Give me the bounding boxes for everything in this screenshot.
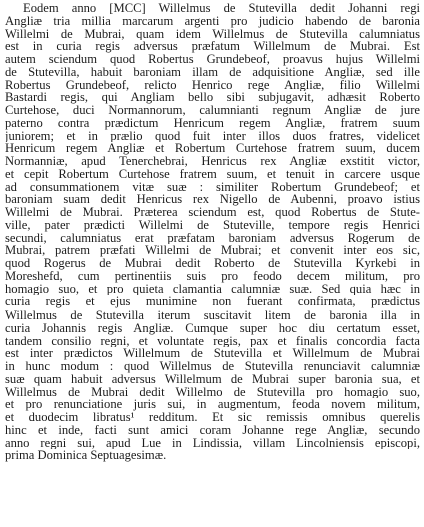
text-line: ville, pater prædicti Willelmi de Stuteville, tempore regis Henrici — [5, 218, 420, 232]
text-line: Mubrai, patrem præfati Willelmi de Mubrai; et convenit inter eos sic, — [5, 244, 420, 257]
text-line: secundi, calumniatus erat præfatam baroniam adversus Rogerum de — [5, 231, 420, 245]
text-line: de Stutevilla, habuit baroniam illam de adquisitione Angliæ, sed ille — [5, 65, 420, 79]
text-line: Angliæ tria millia marcarum argenti pro judicio habendo de baronia — [5, 14, 420, 28]
text-line: curia Johannis regis Angliæ. Cumque super hoc diu certatum esset, — [5, 321, 420, 335]
text-line: est in curia regis adversus præfatum Willelmum de Mubrai. Est — [5, 40, 420, 53]
text-line: autem sciendum quod Robertus Grundebeof, proavus hujus Willelmi — [5, 53, 420, 66]
text-line: Willelmi de Mubrai, quam idem Willelmus de Stutevilla calumniatus — [5, 27, 420, 41]
text-line: Normanniæ, apud Tenerchebrai, Henricus rex Angliæ exstitit victor, — [5, 155, 420, 168]
text-line: Eodem anno [MCC] Willelmus de Stutevilla dedit Johanni regi — [23, 2, 420, 15]
text-line: tandem consilio regni, et voluntate regis, pax et finalis concordia facta — [5, 334, 420, 348]
paragraph-first-part — [5, 2, 420, 308]
text-line: paterno contra prædictum Henricum regem Angliæ, fratrem suum — [5, 116, 420, 130]
text-line: anno regni sui, apud Lue in Lindissia, villam Lincolniensis episcopi, — [5, 436, 420, 450]
text-line: Willelmus de Mubrai dedit Willelmo de Stutevilla pro homagio suo, — [5, 385, 420, 399]
text-line: quod Rogerus de Mubrai dedit Roberto de Stutevilla Kyrkebi in — [5, 257, 420, 270]
paragraph-second-part — [5, 309, 420, 462]
text-line: Henricum regem Angliæ et Robertum Curtehose fratrem suum, ducem — [5, 142, 420, 155]
text-line: juniorem; et in prælio quod fuit inter illos duos fratres, videlicet — [5, 129, 420, 143]
text-line: Bastardi regis, qui Angliam bello sibi subjugavit, adhæsit Roberto — [5, 91, 420, 104]
text-line: Robertus Grundebeof, relicto Henrico rege Angliæ, filio Willelmi — [5, 78, 420, 92]
text-line: homagio suo, et pro quieta clamantia calumniæ suæ. Sed quia hæc in — [5, 282, 420, 296]
text-line: ad consummationem vitæ suæ : similiter Robertum Grundebeof; et — [5, 180, 420, 194]
text-line: Willelmi de Mubrai. Præterea sciendum est, quod Robertus de Stute- — [5, 206, 420, 219]
text-line: Curtehose, duci Normannorum, calumnianti regnum Angliæ de jure — [5, 104, 420, 117]
text-line: et duodecim libratus¹ redditum. Et sic remissis omnibus querelis — [5, 411, 420, 424]
text-line: prima Dominica Septuagesimæ. — [5, 449, 167, 462]
text-line: in hunc modum : quod Willelmus de Stutevilla renunciavit calumniæ — [5, 360, 420, 373]
text-line: suæ quam habuit adversus Willelmum de Mubrai super baronia sua, et — [5, 372, 420, 386]
text-line: Moreshefd, cum pertinentiis suis pro feodo decem militum, pro — [5, 269, 420, 283]
text-line: Willelmus de Stutevilla iterum suscitavit litem de baronia illa in — [5, 309, 420, 322]
text-line: et pro renunciatione juris sui, in augmentum, feoda novem militum, — [5, 398, 420, 411]
text-line: baroniam suam dedit Henricus rex Nigello de Aubenni, proavo istius — [5, 193, 420, 206]
text-line: et cepit Robertum Curtehose fratrem suum, et tenuit in carcere usque — [5, 167, 420, 181]
text-line: est inter prædictos Willelmum de Stutevilla et Willelmum de Mubrai — [5, 347, 420, 360]
text-line: curia regis et ejus munimine non fuerant confirmata, prædictus — [5, 295, 420, 308]
text-line: hinc et inde, facti sunt amici coram Johanne rege Angliæ, secundo — [5, 423, 420, 437]
